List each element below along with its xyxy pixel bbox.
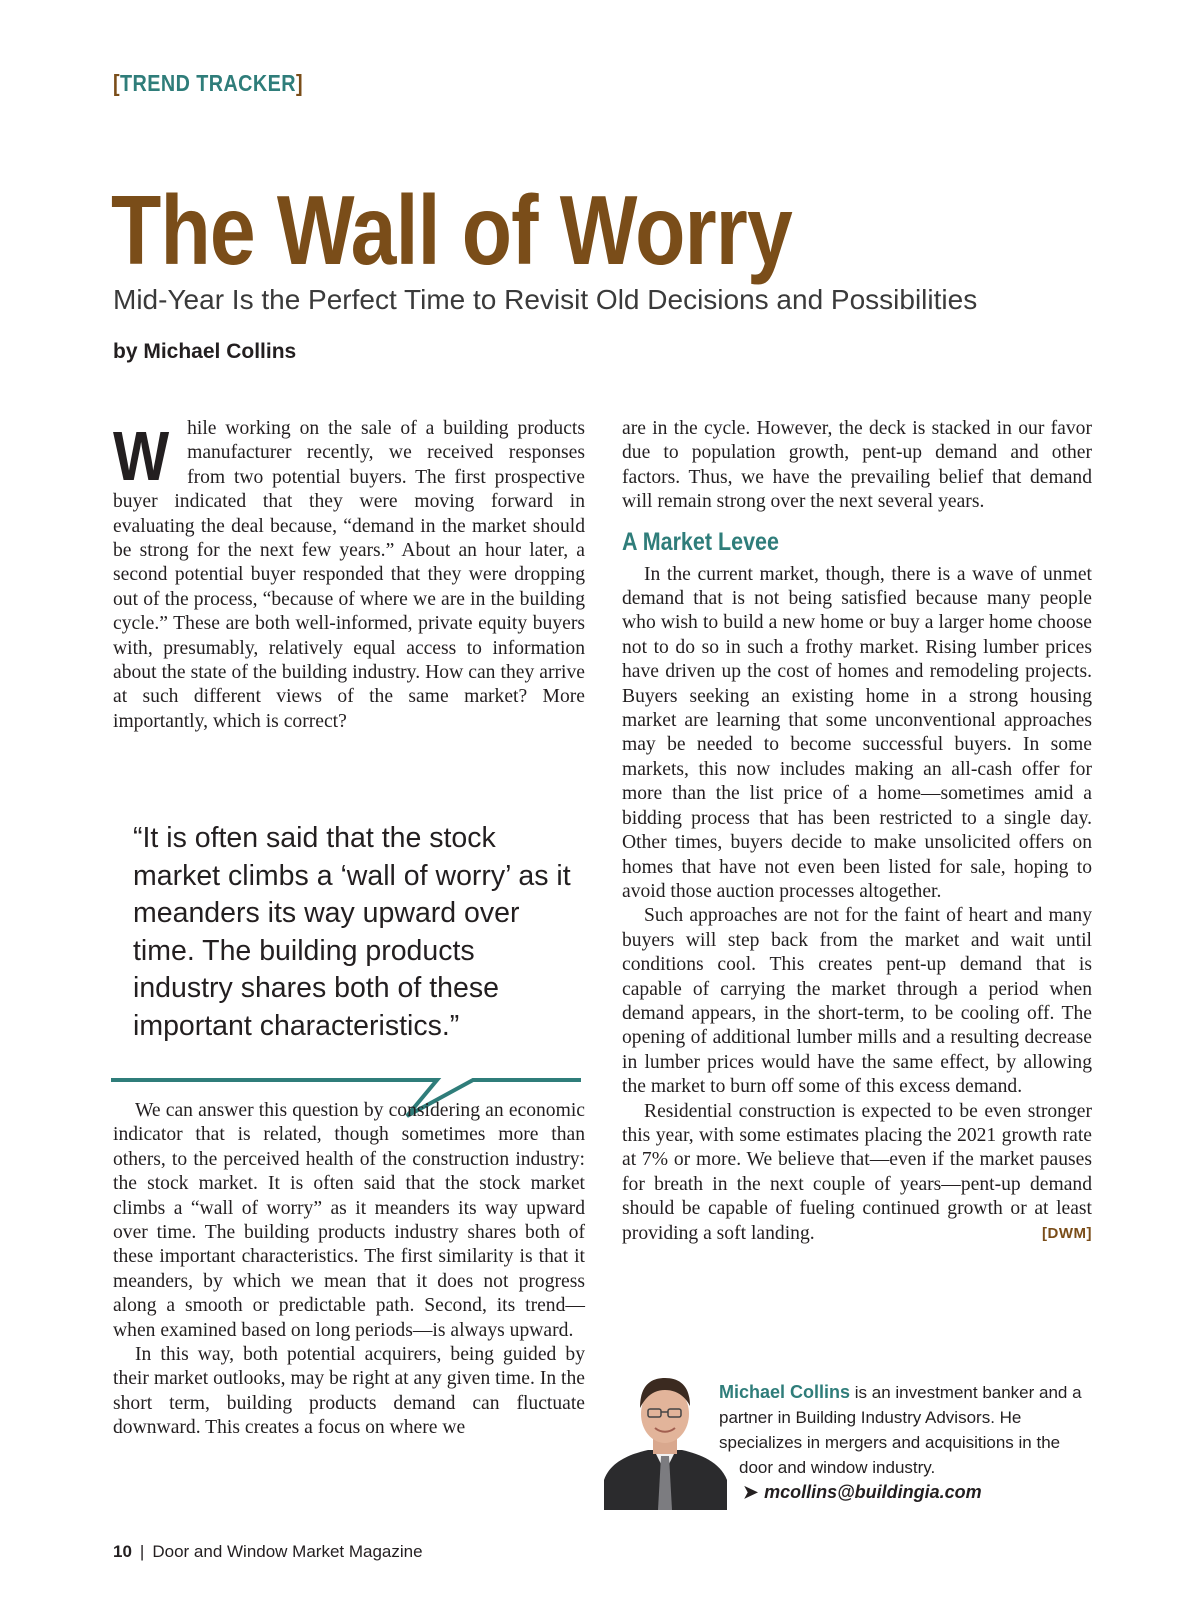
kicker-bracket-open: [ [113,70,121,96]
pull-quote: “It is often said that the stock market climbs a ‘wall of worry’ as it meanders its way upward over time. The building products industry shares both of these important characteristics.” [133,822,571,1042]
intro-text: hile working on the sale of a building products manufacturer recently, we received responses from two potential buyers. The first prospective buyer indicated that they were moving forward in evaluating the deal because, “demand in the market should be strong for the next few years.” About an hour later, a second potential buyer responded that they were dropping out of the process, “because of where we are in the building cycle.” These are both well-informed, private equity buyers with, presumably, relatively equal access to information about the state of the building industry. How can they arrive at such different views of the same market? More importantly, which is correct? [113,418,585,732]
section-subhead: A Market Levee [622,527,779,556]
author-portrait [604,1368,727,1510]
page-number: 10 [113,1542,132,1561]
body-paragraph: Such approaches are not for the faint of heart and many buyers will step back from the market and wait until conditions cool. This creates pent-up demand that is capable of carrying the market through a period when demand appears, in the short-term, to be cooling off. The opening of additional lumber mills and a resulting decrease in lumber prices would have the same effect, by allowing the market to burn off some of this excess demand. [622,905,1092,1098]
section-kicker [113,70,303,97]
bio-text: is an investment banker and a partner in Building Industry Advisors. He specializes in mergers and acquisitions in the [719,1383,1082,1452]
body-paragraph: In the current market, though, there is a wave of unmet demand that is not being satisfied because many people who wish to build a new home or buy a larger home choose not to do so in such a frothy market. Rising lumber prices have driven up the cost of homes and remodeling projects. Buyers seeking an existing home in a strong housing market are learning that some unconventional approaches may be needed to become successful buyers. In some markets, this now includes making an all-cash offer for more than the list price of a home—sometimes amid a bidding process that has been restricted to a single day. Other times, buyers decide to make unsolicited offers on homes that have not even been listed for sale, hoping to avoid those auction processes altogether. [622,563,1092,902]
column-2 [622,417,1092,1246]
body-paragraph [622,1100,1092,1246]
body-paragraph: are in the cycle. However, the deck is stacked in our favor due to population growth, pent-up demand and other factors. Thus, we have the prevailing belief that demand will remain strong over the next several years. [622,418,1092,513]
bio-email-link[interactable] [743,1480,1089,1505]
intro-paragraph [113,417,585,734]
footer-separator: | [139,1542,145,1561]
body-paragraph: In this way, both potential acquirers, being guided by their market outlooks, may be right at any given time. In the short term, building products demand can fluctuate downward. This creates a focus on where we [113,1344,585,1439]
drop-cap: W [113,417,170,495]
kicker-label: TREND TRACKER [120,70,296,96]
author-photo [604,1368,727,1510]
article-title: The Wall of Worry [111,175,792,285]
article-subtitle: Mid-Year Is the Perfect Time to Revisit Old Decisions and Possibilities [113,284,978,315]
page-footer [113,1542,423,1562]
publication-name: Door and Window Market Magazine [152,1542,423,1561]
bio-name: Michael Collins [719,1382,851,1402]
column-1-top [113,417,585,734]
closing-text: Residential construction is expected to be even stronger this year, with some estimates placing the 2021 growth rate at 7% or more. We believe that—even if the market pauses for breath in the next couple of years—pent-up demand should be capable of fueling continued growth or at least providing a soft landing. [622,1100,1092,1244]
bio-text-continued: door and window industry. [739,1458,936,1477]
body-paragraph: We can answer this question by considering an economic indicator that is related, though sometimes more than others, to the perceived health of the construction industry: the stock market. It is often said that the stock market climbs a “wall of worry” as it meanders its way upward over time. The building products industry shares both of these important characteristics. The first similarity is that it meanders, by which we mean that it does not progress along a smooth or predictable path. Second, its trend—when examined based on long periods—is always upward. [113,1100,585,1341]
arrow-right-icon: ➤ [743,1482,759,1502]
byline: by Michael Collins [113,340,297,363]
bio-email[interactable]: mcollins@buildingia.com [764,1482,982,1502]
author-bio [719,1380,1089,1505]
kicker-bracket-close: ] [295,70,303,96]
end-mark: [DWM] [1042,1224,1092,1242]
column-1-bottom [113,1099,585,1441]
